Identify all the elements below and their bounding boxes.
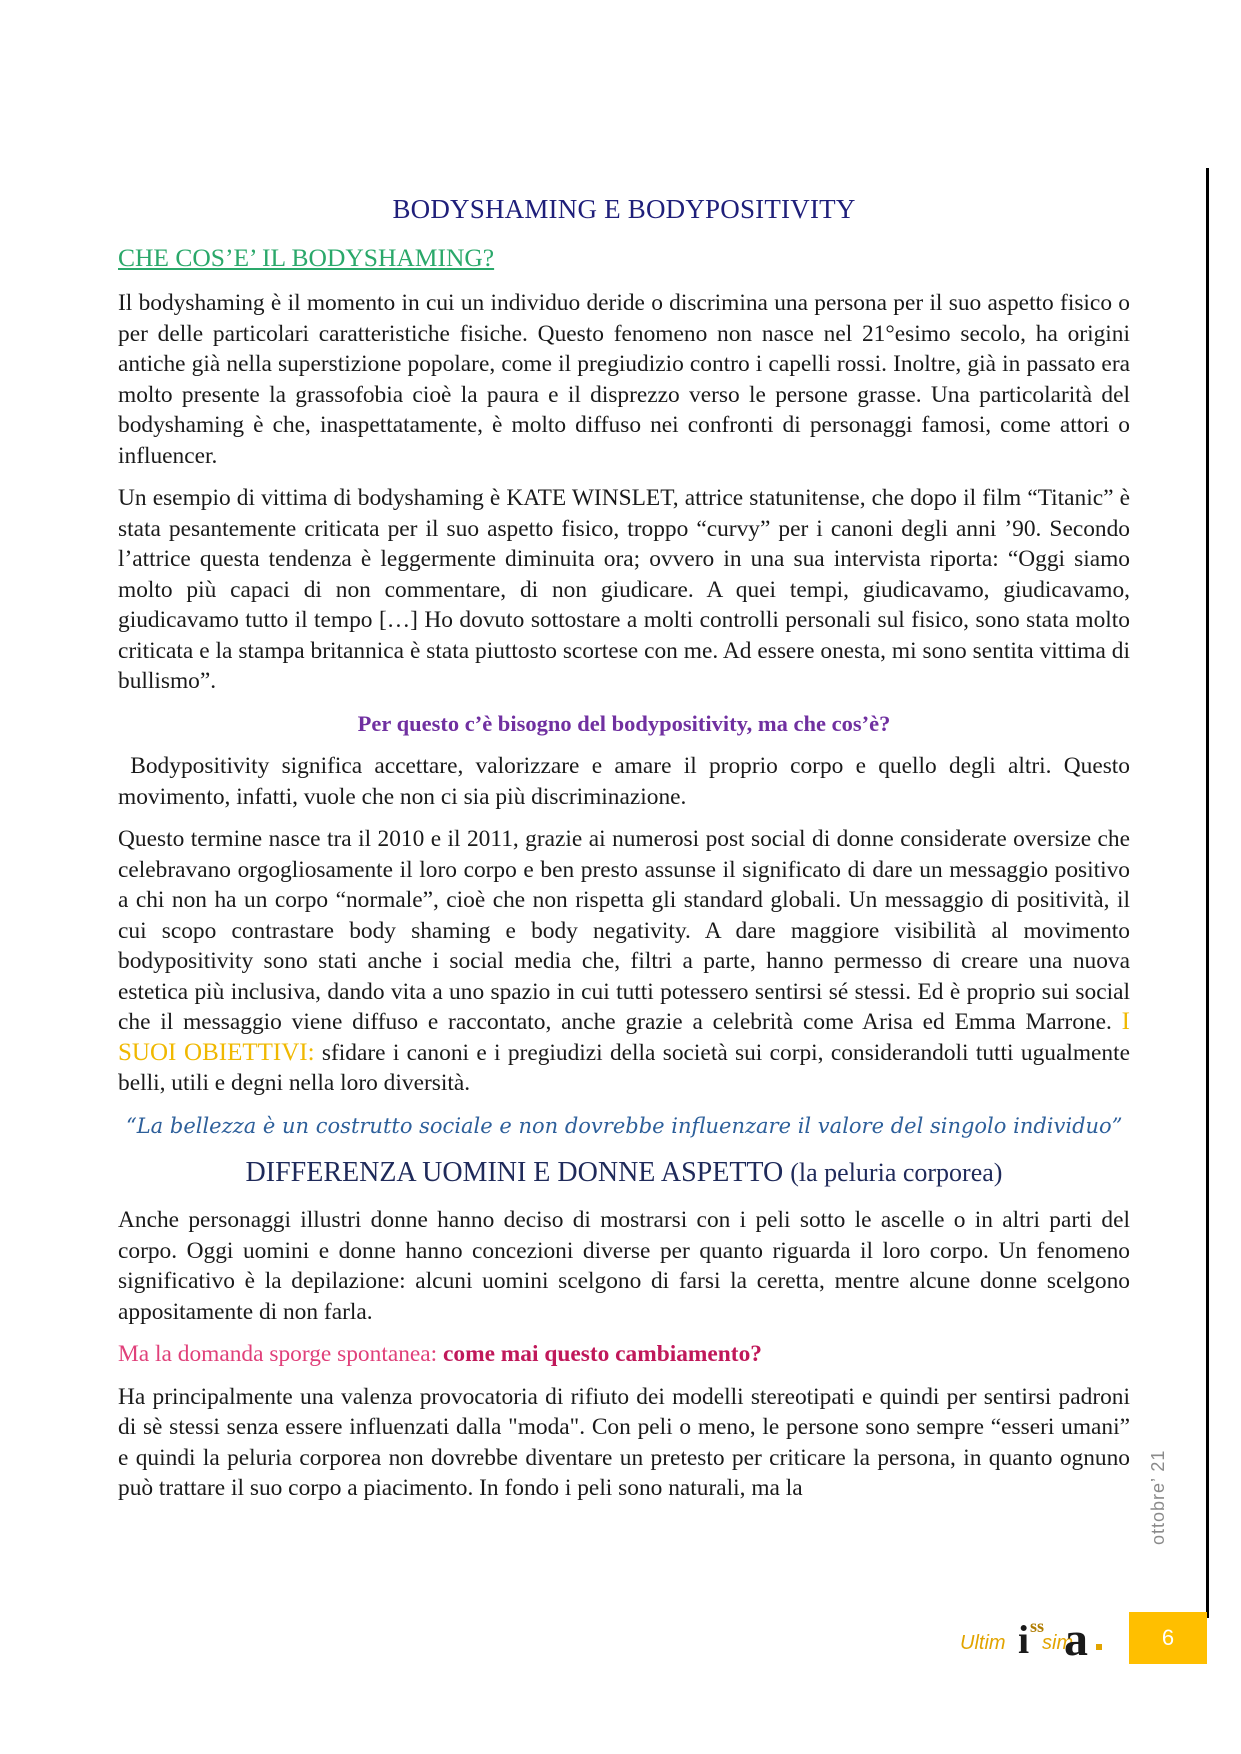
paragraph <box>118 824 1130 1099</box>
logo-letter-a: a <box>1064 1613 1088 1666</box>
heading-main: DIFFERENZA UOMINI E DONNE ASPETTO <box>245 1157 784 1188</box>
logo-text-ultim: Ultim <box>960 1632 1006 1654</box>
page-number-badge: 6 <box>1129 1612 1207 1664</box>
section-heading-bodyshaming: CHE COS’E’ IL BODYSHAMING? <box>118 243 495 272</box>
issue-date: ottobre’ 21 <box>1148 1449 1168 1545</box>
logo-text-sim: sim <box>1042 1632 1074 1654</box>
logo-letter-i: i <box>1018 1617 1030 1662</box>
paragraph-text: Questo termine nasce tra il 2010 e il 2011, grazie ai numerosi post social di donne considerate oversize che celebravano orgogliosamente il loro corpo e ben presto assunse il significato di dare un messaggio positivo a chi non ha un corpo “normale”, cioè che non rispetta gli standard globali. Un messaggio di positività, il cui scopo contrastare body shaming e body negativity. A dare maggiore visibilità al movimento bodypositivity sono stati anche i social media che, filtri a parte, hanno permesso di creare una nuova estetica più inclusiva, dando vita a uno spazio in cui tutti potessero sentirsi sé stessi. Ed è proprio sui social che il messaggio viene diffuso e raccontato, anche grazie a celebrità come Arisa ed Emma Marrone. <box>118 826 1130 1035</box>
logo-letters-ss: ss <box>1030 1616 1045 1636</box>
magazine-logo <box>960 1613 1120 1666</box>
heading-parenthetical: (la peluria corporea) <box>790 1158 1003 1187</box>
objectives-highlight: I SUOI OBIETTIVI: <box>118 1008 1130 1066</box>
paragraph: Il bodyshaming è il momento in cui un individuo deride o discrimina una persona per il suo aspetto fisico o per delle particolari caratteristiche fisiche. Questo fenomeno non nasce nel 21°esimo secolo, ha origini antiche già nella superstizione popolare, come il pregiudizio contro i capelli rossi. Inoltre, già in passato era molto presente la grassofobia cioè la paura e il disprezzo verso le persone grasse. Una particolarità del bodyshaming è che, inaspettatamente, è molto diffuso nei confronti di personaggi famosi, come attori o influencer. <box>118 290 1130 469</box>
article-title: BODYSHAMING E BODYPOSITIVITY <box>392 194 856 224</box>
question-bold: come mai questo cambiamento? <box>443 1341 762 1367</box>
margin-rule <box>1206 168 1209 1618</box>
paragraph: Bodypositivity significa accettare, valorizzare e amare il proprio corpo e quello degli altri. Questo movimento, infatti, vuole che non ci sia più discriminazione. <box>118 753 1136 810</box>
paragraph: Un esempio di vittima di bodyshaming è KATE WINSLET, attrice statunitense, che dopo il film “Titanic” è stata pesantemente criticata per il suo aspetto fisico, troppo “curvy” per i canoni degli anni ’90. Secondo l’attrice questa tendenza è leggermente diminuita ora; ovvero in una sua intervista riporta: “Oggi siamo molto più capaci di non commentare, di non giudicare. A quei tempi, giudicavamo, giudicavamo, giudicavamo tutto il tempo […] Ho dovuto sottostare a molti controlli personali sul fisico, sono stata molto criticata e la stampa britannica è stata piuttosto scortese con me. Ad essere onesta, mi sono sentita vittima di bullismo”. <box>118 485 1130 694</box>
section-heading-differences <box>118 1155 1130 1191</box>
question-lead: Ma la domanda sporge spontanea: <box>118 1341 444 1367</box>
paragraph: Anche personaggi illustri donne hanno deciso di mostrarsi con i peli sotto le ascelle o in altri parti del corpo. Oggi uomini e donne hanno concezioni diverse per quanto riguarda il loro corpo. Un fenomeno significativo è la depilazione: alcuni uomini scelgono di farsi la ceretta, mentre alcune donne scelgono appositamente di non farla. <box>118 1207 1130 1325</box>
logo-dot <box>1096 1644 1102 1650</box>
question-line <box>118 1339 1130 1370</box>
article-body <box>118 192 1136 1516</box>
paragraph: Ha principalmente una valenza provocatoria di rifiuto dei modelli stereotipati e quindi per sentirsi padroni di sè stessi senza essere influenzati dalla "moda". Con peli o meno, le persone sono sempre “esseri umani” e quindi la peluria corporea non dovrebbe diventare un pretesto per criticare la persona, in quanto ognuno può trattare il suo corpo a piacimento. In fondo i peli sono naturali, ma la <box>118 1383 1130 1501</box>
section-heading-bodypositivity: Per questo c’è bisogno del bodypositivity, ma che cos’è? <box>357 710 891 736</box>
paragraph-text: sfidare i canoni e i pregiudizi della società sui corpi, considerandoli tutti ugualmente belli, utili e degni nella loro diversità. <box>118 1039 1130 1096</box>
pull-quote: “La bellezza è un costrutto sociale e non dovrebbe influenzare il valore del singolo individuo” <box>126 1113 1123 1138</box>
